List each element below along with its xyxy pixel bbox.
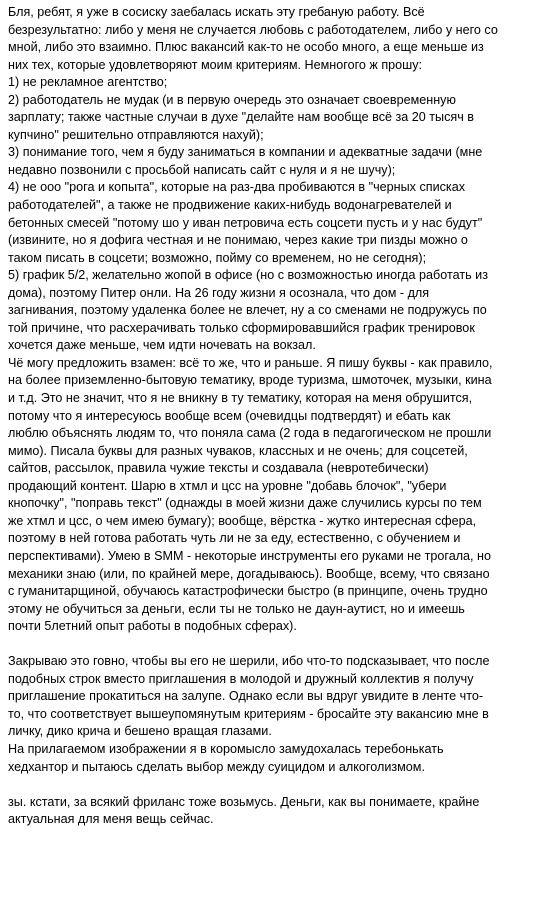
text-line: 1) не рекламное агентство;: [8, 75, 168, 90]
text-line: и т.д. Это не значит, что я не вникну в ту тематику, которая на меня обрушится,: [8, 391, 473, 406]
text-line: той причине, что расхерачивать только сформировавшийся график тренировок: [8, 320, 475, 335]
paragraph: [8, 4, 535, 636]
text-line: Закрываю это говно, чтобы вы его не шерили, ибо что-то подсказывает, что после: [8, 654, 490, 669]
text-line: хочется даже меньше, чем идти ночевать на вокзал.: [8, 338, 316, 353]
text-line: мимо). Писала буквы для разных чуваков, классных и не очень; для соцсетей,: [8, 443, 468, 458]
text-line: Чё могу предложить взамен: всё то же, что и раньше. Я пишу буквы - как правило,: [8, 355, 493, 370]
text-line: загнивания, поэтому удаленка более не влечет, ну а со сменами не подружусь по: [8, 303, 487, 318]
text-line: мной, либо это взаимно. Плюс вакансий как-то не особо много, а еще меньше из: [8, 40, 484, 55]
text-line: 2) работодатель не мудак (и в первую очередь это означает своевременную: [8, 92, 456, 107]
text-line: люблю объяснять людям то, что поняла сама (2 года в педагогическом не прошли: [8, 426, 492, 441]
text-line: этому не обучиться за деньги, если ты не только не даун-аутист, но и имеешь: [8, 601, 465, 616]
text-line: безрезультатно: либо у меня не случается любовь с работодателем, либо у него со: [8, 22, 498, 37]
paragraph-gap: [8, 776, 535, 794]
text-line: поэтому в ней готова работать чуть ли не за еду, естественно, с обучением и: [8, 531, 461, 546]
text-line: то, что соответствует вышеупомянутым критериям - бросайте эту вакансию мне в: [8, 706, 489, 721]
text-line: же хтмл и цсс, о чем имею бумагу); вообще, вёрстка - жутко интересная сфера,: [8, 513, 477, 528]
text-line: зарплату; также частные случаи в духе "делайте нам вообще всё за 20 тысяч в: [8, 110, 474, 125]
text-line: на более приземленно-бытовую тематику, вроде туризма, шмоточек, музыки, кина: [8, 373, 492, 388]
text-line: кнопочку", "поправь текст" (однажды в моей жизни даже случились курсы по тем: [8, 496, 482, 511]
text-line: продающий контент. Шарю в хтмл и цсс на уровне "добавь блочок", "убери: [8, 478, 447, 493]
paragraph: [8, 653, 535, 776]
text-line: бетонных смесей "потому шо у иван петровича есть соцсети пусть и у нас будут": [8, 215, 483, 230]
text-line: 5) график 5/2, желательно жопой в офисе (но с возможностью иногда работать из: [8, 268, 488, 283]
text-line: На прилагаемом изображении я в коромысло замудохалась теребонькать: [8, 741, 444, 756]
text-line: сайтов, рассылок, правила чужие тексты и создавала (невротебически): [8, 461, 429, 476]
paragraph: [8, 794, 535, 829]
text-line: недавно позвонили с просьбой написать сайт с нуля и я не шучу);: [8, 162, 396, 177]
text-line: личку, дико крича и бешено вращая глазами.: [8, 724, 272, 739]
text-line: зы. кстати, за всякий фриланс тоже возьмусь. Деньги, как вы понимаете, крайне: [8, 794, 480, 809]
text-line: актуальная для меня вещь сейчас.: [8, 812, 214, 827]
text-line: перспективами). Умею в SMM - некоторые инструменты его руками не трогала, но: [8, 548, 492, 563]
text-line: хедхантор и пытаюсь сделать выбор между суицидом и алкоголизмом.: [8, 759, 425, 774]
text-line: 4) не ооо "рога и копыта", которые на раз-два пробиваются в "черных списках: [8, 180, 465, 195]
text-line: купчино" решительно отправляются нахуй);: [8, 127, 264, 142]
text-line: механики знаю (или, по крайней мере, догадываюсь). Вообще, всему, что связано: [8, 566, 490, 581]
text-line: приглашение прокатиться на залупе. Однако если вы вдруг увидите в ленте что-: [8, 689, 484, 704]
text-line: подобных строк вместо приглашения в молодой и дружный коллектив я получу: [8, 671, 474, 686]
text-line: работодателей", а также не продвижение каких-нибудь водонагревателей и: [8, 198, 452, 213]
text-line: потому что я интересуюсь вообще всем (очевидцы подтвердят) и ебать как: [8, 408, 451, 423]
paragraph-gap: [8, 636, 535, 654]
text-line: почти 5летний опыт работы в подобных сферах).: [8, 619, 297, 634]
text-line: 3) понимание того, чем я буду заниматься в компании и адекватные задачи (мне: [8, 145, 483, 160]
text-line: них тех, которые удовлетворяют моим критериям. Немногого ж прошу:: [8, 57, 423, 72]
text-line: с гуманитарщиной, обучаюсь катастрофически быстро (в принципе, очень трудно: [8, 584, 488, 599]
text-line: Бля, ребят, я уже в сосиску заебалась искать эту гребаную работу. Всё: [8, 5, 425, 19]
text-line: (извините, но я дофига честная и не понимаю, через какие три пизды можно о: [8, 233, 468, 248]
text-line: дома), поэтому Питер онли. На 26 году жизни я осознала, что дом - для: [8, 285, 430, 300]
text-line: таком писать в соцсети; возможно, пойму со временем, но не сегодня);: [8, 250, 427, 265]
